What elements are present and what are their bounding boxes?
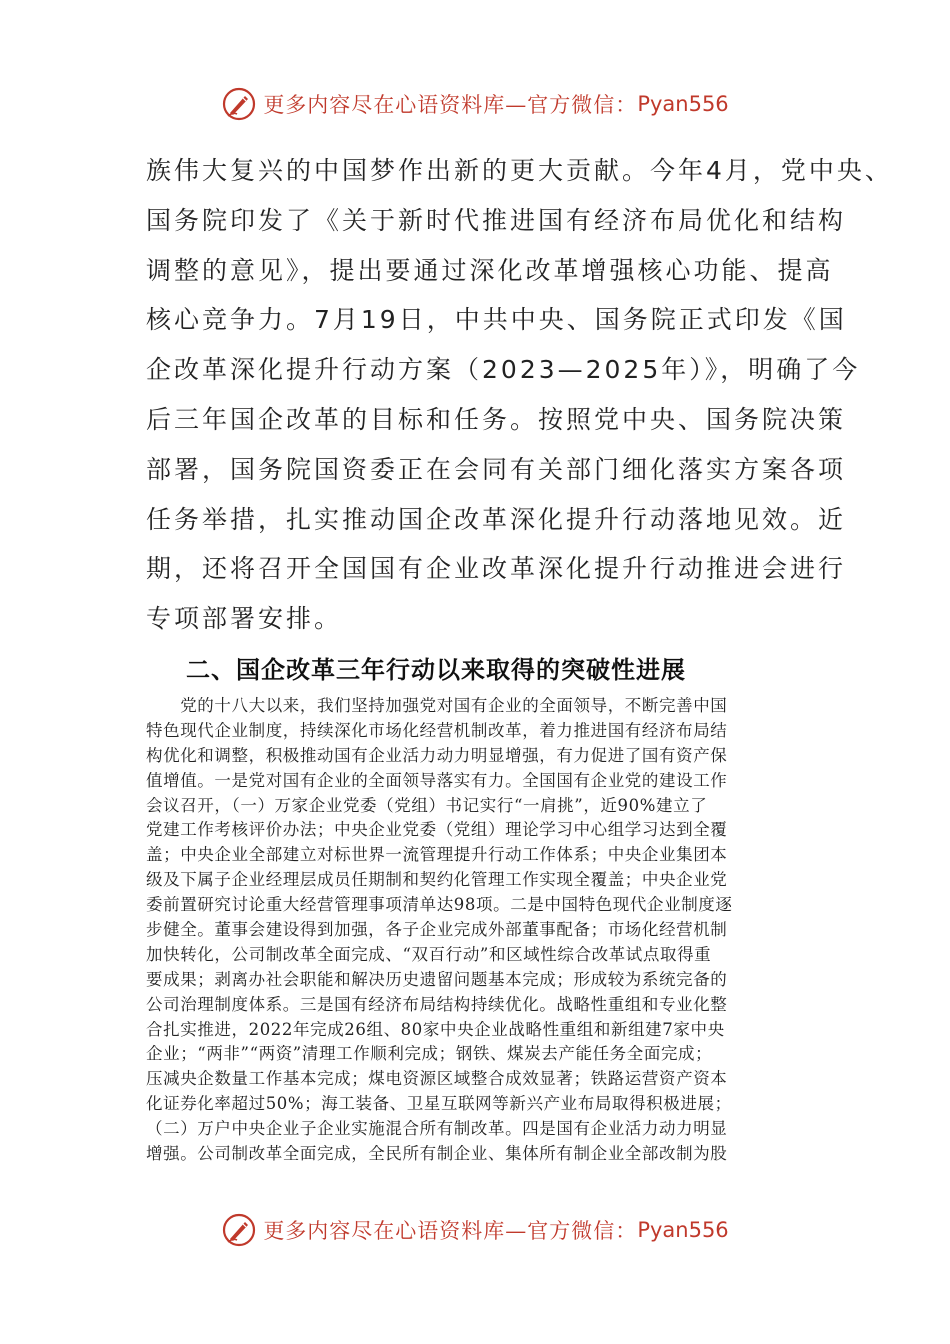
text-line: 压减央企数量工作基本完成；煤电资源区域整合成效显著；铁路运营资产资本 [146, 1069, 728, 1089]
banner-text: 更多内容尽在心语资料库—官方微信： [263, 1219, 638, 1243]
pen-circle-icon [221, 86, 257, 122]
banner-text: 更多内容尽在心语资料库—官方微信： [263, 93, 638, 117]
paragraph-continuation [146, 146, 893, 644]
banner-wechat-id: Pyan556 [637, 92, 729, 116]
text-line: （二）万户中央企业子企业实施混合所有制改革。四是国有企业活力动力明显 [146, 1119, 728, 1139]
text-line: 党的十八大以来，我们坚持加强党对国有企业的全面领导，不断完善中国 [146, 696, 728, 715]
text-line: 企改革深化提升行动方案（2023—2025年）》，明确了今 [146, 355, 861, 385]
text-line: 企业；“两非”“两资”清理工作顺利完成；钢铁、煤炭去产能任务全面完成； [146, 1044, 713, 1064]
text-line: 任务举措，扎实推动国企改革深化提升行动落地见效。近 [146, 504, 847, 534]
banner-wechat-id: Pyan556 [637, 1218, 729, 1242]
text-line: 党建工作考核评价办法；中央企业党委（党组）理论学习中心组学习达到全覆 [146, 820, 728, 840]
text-line: 部署，国务院国资委正在会同有关部门细化落实方案各项 [146, 454, 847, 484]
text-line: 会议召开，（一）万家企业党委（党组）书记实行“一肩挑”，近90%建立了 [146, 795, 708, 815]
section-heading: 二、国企改革三年行动以来取得的突破性进展 [186, 656, 686, 684]
text-line: 核心竞争力。7月19日，中共中央、国务院正式印发《国 [146, 305, 847, 335]
text-line: 族伟大复兴的中国梦作出新的更大贡献。今年4月，党中央、 [146, 156, 893, 185]
pen-circle-icon [221, 1212, 257, 1248]
text-line: 构优化和调整，积极推动国有企业活力动力明显增强，有力促进了国有资产保 [146, 745, 728, 765]
text-line: 级及下属子企业经理层成员任期制和契约化管理工作实现全覆盖；中央企业党 [146, 870, 728, 890]
text-line: 委前置研究讨论重大经营管理事项清单达98项。二是中国特色现代企业制度逐 [146, 895, 733, 915]
text-line: 盖；中央企业全部建立对标世界一流管理提升行动工作体系；中央企业集团本 [146, 845, 728, 865]
text-line: 后三年国企改革的目标和任务。按照党中央、国务院决策 [146, 404, 847, 434]
text-line: 公司治理制度体系。三是国有经济布局结构持续优化。战略性重组和专业化整 [146, 994, 728, 1014]
section-body [146, 694, 826, 1167]
text-line: 合扎实推进，2022年完成26组、80家中央企业战略性重组和新组建7家中央 [146, 1019, 725, 1039]
text-line: 国务院印发了《关于新时代推进国有经济布局优化和结构 [146, 205, 847, 235]
header-banner [0, 84, 950, 124]
text-line: 增强。公司制改革全面完成，全民所有制企业、集体所有制企业全部改制为股 [146, 1144, 728, 1164]
text-line: 要成果；剥离办社会职能和解决历史遗留问题基本完成；形成较为系统完备的 [146, 969, 728, 989]
text-line: 期，还将召开全国国有企业改革深化提升行动推进会进行 [146, 554, 847, 584]
text-line: 调整的意见》，提出要通过深化改革增强核心功能、提高 [146, 255, 834, 285]
text-line: 化证券化率超过50%；海工装备、卫星互联网等新兴产业布局取得积极进展； [146, 1094, 732, 1114]
text-line: 专项部署安排。 [146, 604, 343, 634]
footer-banner [0, 1210, 950, 1250]
text-line: 特色现代企业制度，持续深化市场化经营机制改革，着力推进国有经济布局结 [146, 720, 728, 740]
text-line: 值增值。一是党对国有企业的全面领导落实有力。全国国有企业党的建设工作 [146, 770, 728, 790]
text-line: 加快转化，公司制改革全面完成、“双百行动”和区域性综合改革试点取得重 [146, 944, 712, 964]
text-line: 步健全。董事会建设得到加强，各子企业完成外部董事配备；市场化经营机制 [146, 920, 728, 940]
